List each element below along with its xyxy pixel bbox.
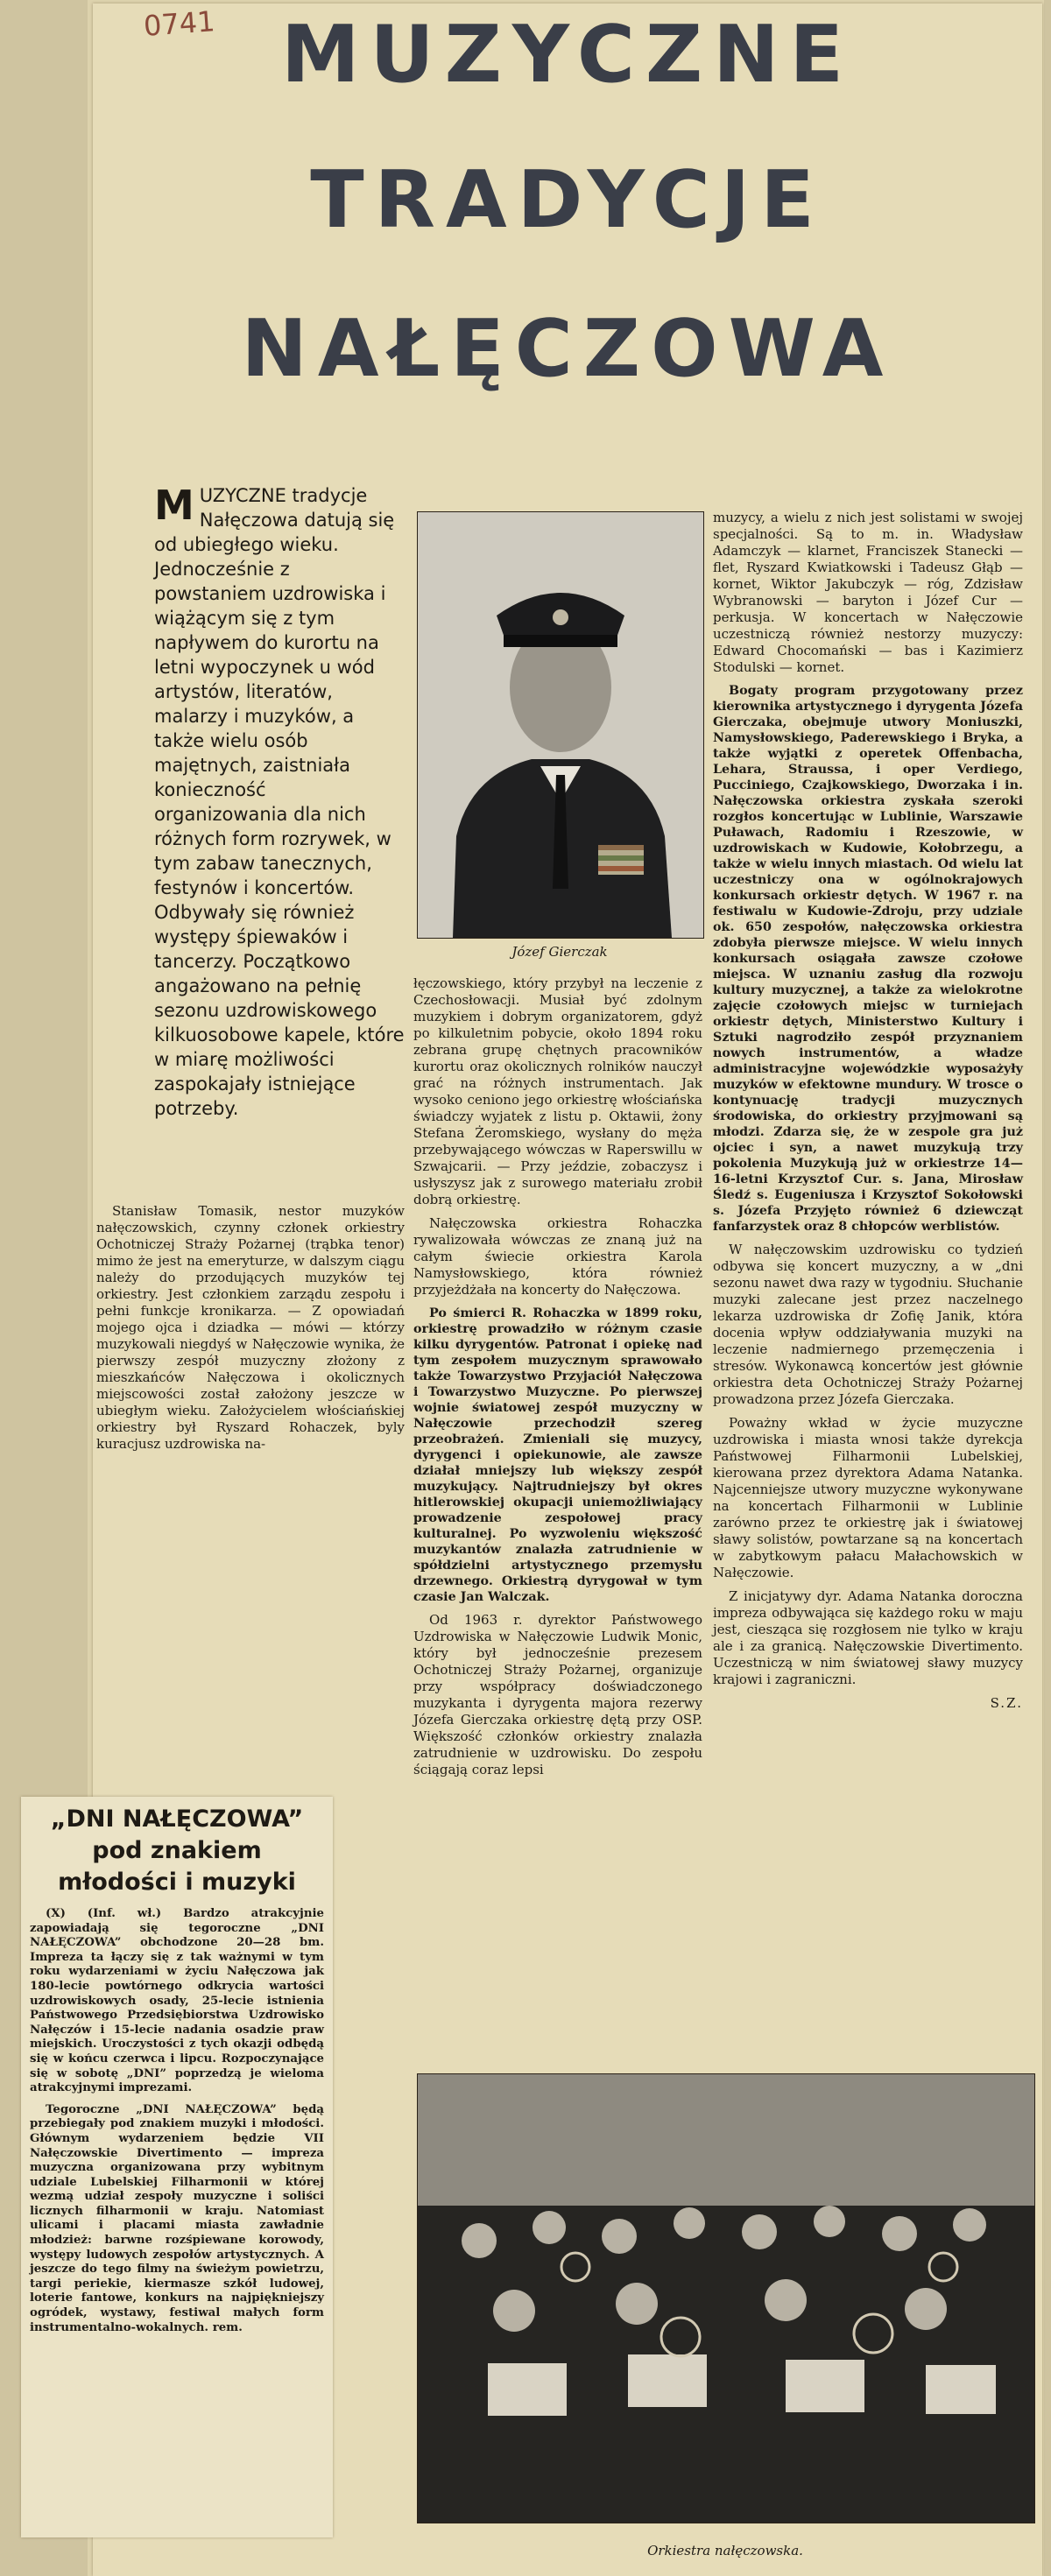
sidebar-paragraph-2: Tegoroczne „DNI NAŁĘCZOWA” będą przebiegały pod znakiem muzyki i młodości. Głównym wydarzeniem będzie VII Nałęczowskie Divertimento — impreza muzyczna organizowana przy wybitnym udziale Lubelskiej Filharmonii w której wezmą udział zespoły muzyczne i soliści licznych filharmonii w kraju. Natomiast ulicami i placami miasta zawładnie młodzież: barwne rozśpiewane korowody, występy ludowych zespołów artystycznych. A jeszcze do tego filmy na świeżym powietrzu, targi periekie, kiermasze szkół ludowej, loterie fantowe, konkurs na najpiękniejszy ogródek, wystawy, festiwal małych form instrumentalno-wokalnych. rem. bbox=[30, 2102, 324, 2334]
author-signature: S.Z. bbox=[990, 1695, 1023, 1711]
drop-cap: M bbox=[154, 482, 194, 529]
title-line-3: NAŁĘCZOWA bbox=[241, 303, 894, 395]
sidebar-body bbox=[30, 1907, 324, 2342]
sidebar-paragraph-1: (X) (Inf. wł.) Bardzo atrakcyjnie zapowiadają się tegoroczne „DNI NAŁĘCZOWA” obchodzone 20—28 bm. Impreza ta łączy się z tak ważnymi w tym roku wydarzeniami w życiu Nałęczowa jak 180-lecie powtórnego odkrycia wartości uzdrowiskowych osady, 25-lecie istnienia Państwowego Przedsiębiorstwa Uzdrowisko Nałęczów i 15-lecie nadania osadzie praw miejskich. Uroczystości z tych okazji odbędą się w końcu czerwca i lipcu. Rozpoczynające się w sobotę „DNI” poprzedzą je wieloma atrakcyjnymi imprezami. bbox=[30, 1907, 324, 2095]
column-2-paragraph-3: Od 1963 r. dyrektor Państwowego Uzdrowiska w Nałęczowie Ludwik Monic, który był jednocześnie prezesem Ochotniczej Straży Pożarnej, organizuje przy współpracy doświadczonego muzykanta i dyrygenta majora rezerwy Józefa Gierczaka orkiestrę dętą przy OSP. Większość członków orkiestry znalazła zatrudnienie w uzdrowisku. Do zespołu ściągają coraz lepsi bbox=[413, 1612, 702, 1777]
column-3-bold-block bbox=[713, 683, 1023, 1235]
column-3-paragraph-3: Poważny wkład w życie muzyczne uzdrowiska i miasta wnosi także dyrekcja Państwowej Filharmonii Lubelskiej, kierowana przez dyrektora Adama Natanka. Najcenniejsze utwory muzyczne wykonywane na koncertach Filharmonii w Lublinie zarówno przez te orkiestrę jak i światowej sławy solistów, powtarzane są na koncertach w zabytkowym pałacu Małachowskich w Nałęczowie. bbox=[713, 1415, 1023, 1580]
title-line-2: TRADYCJE bbox=[310, 154, 825, 246]
archive-reference-mark: 0741 bbox=[142, 4, 216, 43]
lead-text: UZYCZNE tradycje Nałęczowa datują się od ubiegłego wieku. Jednocześnie z powstaniem uzdrowiska i wiążącym się z tym napływem do kurortu na letni wypoczynek u wód artystów, literatów, malarzy i muzyków, a także wielu osób majętnych, zaistniała konieczność organizowania dla nich różnych form rozrywek, w tym zabaw tanecznych, festynów i koncertów. Odbywały się również występy śpiewaków i tancerzy. Początkowo angażowano na pełnię sezonu uzdrowiskowego kilkuosobowe kapele, które w miarę możliwości zaspokajały istniejące potrzeby. bbox=[154, 485, 405, 1119]
column-2-paragraph-1: łęczowskiego, który przybył na leczenie z Czechosłowacji. Musiał być zdolnym muzykiem i dobrym organizatorem, gdyż po kilkuletnim pobycie, około 1894 roku zebrana grupę chętnych pracowników kurortu oraz okolicznych rolników nauczył grać na różnych instrumentach. Jak wysoko ceniono jego orkiestrę włościańska świadczy wyjatek z listu p. Oktawii, żony Stefana Żeromskiego, wysłany do męża przebywającego wówczas w Raperswillu w Szwajcarii. — Przy jeździe, zobaczysz i usłyszysz jak z surowego materiału zrobił dobrą orkiestrę. bbox=[413, 975, 702, 1207]
column-1-paragraph: Stanisław Tomasik, nestor muzyków nałęczowskich, czynny członek orkiestry Ochotniczej Straży Pożarnej (trąbka tenor) mimo że jest na emeryturze, w dalszym ciągu należy do przodujących muzyków tej orkiestry. Jest członkiem zarządu zespołu i pełni funkcje kronikarza. — Z opowiadań mojego ojca i dziadka — mówi — którzy muzykowali niegdyś w Nałęczowie wynika, że pierwszy zespół muzyczny złożony z mieszkańców Nałęczowa i okolicznych miejscowości został założony jeszcze w ubiegłym wieku. Założycielem włościańskiej orkiestry był Ryszard Rohaczek, byly kuracjusz uzdrowiska na- bbox=[96, 1203, 405, 1452]
column-2-bold-paragraph: Po śmierci R. Rohaczka w 1899 roku, orkiestrę prowadziło w różnym czasie kilku dyrygentów. Patronat i opiekę nad tym zespołem muzycznym sprawowało także Towarzystwo Przyjaciół Nałęczowa i Towarzystwo Muzyczne. Po pierwszej wojnie światowej zespół muzyczny w Nałęczowie przechodził szereg przeobrażeń. Zmieniali się muzycy, dyrygenci i opiekunowie, ale zawsze działał mniejszy lub większy zespół muzykujący. Najtrudniejszy był okres hitlerowskiej okupacji uniemożliwiający prowadzenie zespołowej pracy kulturalnej. Po wyzwoleniu większość muzykantów znalazła zatrudnienie w spółdzielni artystycznego przemysłu drzewnego. Orkiestrą dyrygował w tym czasie Jan Walczak. bbox=[413, 1306, 702, 1604]
sidebar-headline bbox=[30, 1804, 324, 1898]
column-1-text bbox=[96, 1203, 405, 1460]
column-2-paragraph-2: Nałęczowska orkiestra Rohaczka rywalizowała wówczas ze znaną już na całym świecie orkiestra Karola Namysłowskiego, która również przyjeżdżała na koncerty do Nałęczowa. bbox=[413, 1215, 702, 1298]
portrait-image bbox=[418, 512, 703, 938]
sidebar-clipping bbox=[21, 1797, 333, 2537]
column-2-bold-block bbox=[413, 1306, 702, 1605]
orchestra-image bbox=[418, 2074, 1034, 2523]
sidebar-headline-line-2: pod znakiem bbox=[92, 1837, 262, 1864]
column-2-text bbox=[413, 975, 702, 1785]
column-3-paragraph-2: W nałęczowskim uzdrowisku co tydzień odbywa się koncert muzyczny, a w „dni sezonu nawet dwa razy w tygodniu. Słuchanie muzyki zalecane jest przez naczelnego lekarza uzdrowiska dr Zofię Janik, która docenia wpływ oddziaływania muzyki na leczenie nadmiernego przemęczenia i stresów. Wykonawcą koncertów jest głównie orkiestra deta Ochotniczej Straży Pożarnej prowadzona przez Józefa Gierczaka. bbox=[713, 1242, 1023, 1407]
orchestra-caption: Orkiestra nałęczowska. bbox=[647, 2543, 803, 2558]
column-3-bold-paragraph: Bogaty program przygotowany przez kierownika artystycznego i dyrygenta Józefa Gierczaka, obejmuje utwory Moniuszki, Namysłowskiego, Paderewskiego i Bryka, a także wyjątki z operetek Offenbacha, Lehara, Straussa, i oper Verdiego, Pucciniego, Czajkowskiego, Dworzaka i in. Nałęczowska orkiestra zyskała szeroki rozgłos koncertując w Lublinie, Warszawie Puławach, Radomiu i Rzeszowie, w uzdrowiskach w Kudowie, Kołobrzegu, a także w wielu innych miastach. Od wielu lat uczestniczy ona w ogólnokrajowych konkursach orkiestr dętych. W 1967 r. na festiwalu w Kudowie-Zdroju, przy udziale ok. 650 zespołów, nałęczowska orkiestra zdobyła pierwsze miejsce. W wielu innych konkursach osiągała zawsze czołowe miejsca. W uznaniu zasług dla rozwoju kultury muzycznej, a także za wielokrotne zajęcie czołowych miejsc w turniejach orkiestr dętych, Ministerstwo Kultury i Sztuki nagrodziło zespół przyznaniem nowych instrumentów, a władze administracyjne wojewódzkie wyposażyły muzyków w efektowne mundury. W trosce o kontynuację tradycji muzycznych środowiska, do orkiestry przyjmowani są młodzi. Zdarza się, że w zespole gra już ojciec i syn, a nawet muzykują trzy pokolenia Muzykują już w orkiestrze 14—16-letni Krzysztof Cur. s. Jana, Mirosław Śledź s. Eugeniusza i Krzysztof Sokołowski s. Józefa Przyjęto również 6 dziewcząt fanfarzystek oraz 8 chłopców werblistów. bbox=[713, 684, 1023, 1234]
title-line-1: MUZYCZNE bbox=[281, 9, 854, 101]
sidebar-headline-line-3: młodości i muzyki bbox=[58, 1869, 296, 1896]
portrait-photo bbox=[417, 511, 704, 939]
column-3-text bbox=[713, 510, 1023, 1712]
sidebar-headline-line-1: „DNI NAŁĘCZOWA” bbox=[50, 1805, 304, 1833]
orchestra-photo bbox=[417, 2073, 1035, 2523]
column-3-paragraph-1: muzycy, a wielu z nich jest solistami w swojej specjalności. Są to m. in. Władysław Adamczyk — klarnet, Franciszek Stanecki — flet, Ryszard Kwiatkowski i Tadeusz Głąb — kornet, Wiktor Jakubczyk — róg, Zdzisław Wybranowski — baryton i Józef Cur — perkusja. W koncertach w Nałęczowie uczestniczą również nestorzy muzyczy: Edward Chocomański — bas i Kazimierz Stodulski — kornet. bbox=[713, 510, 1023, 675]
column-3-paragraph-4: Z inicjatywy dyr. Adama Natanka doroczna impreza odbywająca się każdego roku w maju jest, ciesząca się rozgłosem nie tylko w kraju ale i za granicą. Nałęczowskie Divertimento. Uczestniczą w nim światowej sławy muzycy krajowi i zagraniczni. bbox=[713, 1588, 1023, 1687]
portrait-caption: Józef Gierczak bbox=[511, 944, 608, 960]
lead-paragraph bbox=[154, 483, 405, 1121]
